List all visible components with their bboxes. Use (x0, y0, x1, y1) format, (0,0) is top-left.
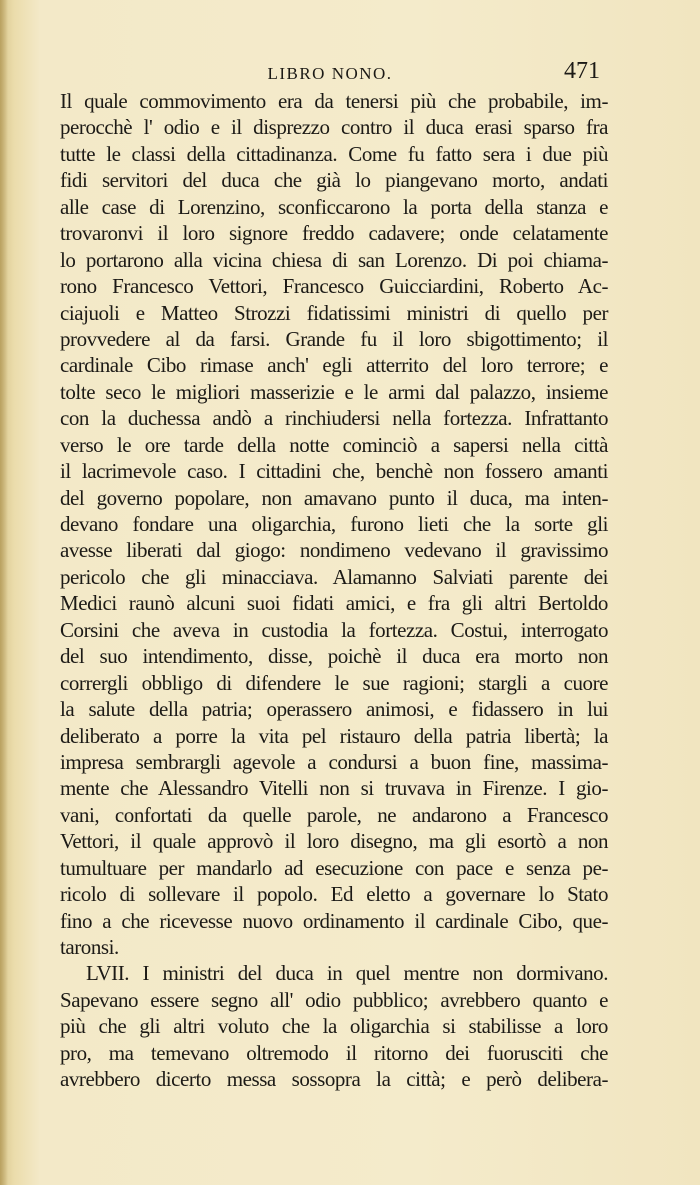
text-line: tolte seco le migliori masserizie e le armi dal palazzo, insieme (60, 379, 608, 404)
text-line: impresa sembrargli agevole a condursi a buon fine, massima- (60, 749, 608, 774)
text-line: avrebbero dicerto messa sossopra la città; e però delibera- (60, 1067, 608, 1092)
text-line: tumultuare per mandarlo ad esecuzione con pace e senza pe- (60, 855, 608, 880)
text-line: mente che Alessandro Vitelli non si truvava in Firenze. I gio- (60, 776, 608, 801)
text-line: con la duchessa andò a rinchiudersi nella fortezza. Infrattanto (60, 406, 608, 431)
page-spine-shadow (0, 0, 8, 1185)
text-line: avesse liberati dal giogo: nondimeno vedevano il gravissimo (60, 538, 608, 563)
running-title: LIBRO NONO. (267, 64, 393, 83)
text-line: del governo popolare, non amavano punto il duca, ma inten- (60, 485, 608, 510)
text-line: ciajuoli e Matteo Strozzi fidatissimi ministri di quello per (60, 300, 608, 325)
text-line: verso le ore tarde della notte cominciò a sapersi nella città (60, 432, 608, 457)
text-line: taronsi. (60, 935, 119, 959)
body-text (60, 88, 608, 1093)
running-head (60, 58, 600, 88)
text-line: deliberato a porre la vita pel ristauro della patria libertà; la (60, 723, 608, 748)
text-line: Medici raunò alcuni suoi fidati amici, e fra gli altri Bertoldo (60, 591, 608, 616)
text-line: pericolo che gli minacciava. Alamanno Salviati parente dei (60, 564, 608, 589)
text-line: pro, ma temevano oltremodo il ritorno dei fuorusciti che (60, 1040, 608, 1065)
text-line: cardinale Cibo rimase anch' egli atterrito del loro terrore; e (60, 353, 608, 378)
text-line: tutte le classi della cittadinanza. Come fu fatto sera i due più (60, 141, 608, 166)
text-line: Vettori, il quale approvò il loro disegno, ma gli esortò a non (60, 829, 608, 854)
page-number: 471 (564, 58, 600, 84)
text-line: Sapevano essere segno all' odio pubblico; avrebbero quanto e (60, 987, 608, 1012)
text-line: lo portarono alla vicina chiesa di san Lorenzo. Di poi chiama- (60, 247, 608, 272)
text-line: la salute della patria; operassero animosi, e fidassero in lui (60, 697, 608, 722)
text-line: perocchè l' odio e il disprezzo contro il duca erasi sparso fra (60, 115, 608, 140)
text-line: il lacrimevole caso. I cittadini che, benchè non fossero amanti (60, 459, 608, 484)
text-line: provvedere al da farsi. Grande fu il loro sbigottimento; il (60, 326, 608, 351)
paragraph-start-line: LVII. I ministri del duca in quel mentre non dormivano. (86, 961, 608, 986)
text-line: fidi servitori del duca che già lo piangevano morto, andati (60, 168, 608, 193)
text-line: corrergli obbligo di difendere le sue ragioni; stargli a cuore (60, 670, 608, 695)
text-line: Corsini che aveva in custodia la fortezza. Costui, interrogato (60, 617, 608, 642)
text-line: devano fondare una oligarchia, furono lieti che la sorte gli (60, 512, 608, 536)
text-line: Il quale commovimento era da tenersi più che probabile, im- (60, 89, 608, 113)
text-line: del suo intendimento, disse, poichè il duca era morto non (60, 644, 608, 669)
text-line: vani, confortati da quelle parole, ne andarono a Francesco (60, 802, 608, 827)
text-line: più che gli altri voluto che la oligarchia si stabilisse a loro (60, 1014, 608, 1039)
text-line: trovaronvi il loro signore freddo cadavere; onde celatamente (60, 221, 608, 246)
text-line: rono Francesco Vettori, Francesco Guicciardini, Roberto Ac- (60, 274, 608, 299)
text-line: alle case di Lorenzino, sconficcarono la porta della stanza e (60, 194, 608, 219)
text-line: ricolo di sollevare il popolo. Ed eletto a governare lo Stato (60, 882, 608, 907)
text-line: fino a che ricevesse nuovo ordinamento il cardinale Cibo, que- (60, 908, 608, 933)
